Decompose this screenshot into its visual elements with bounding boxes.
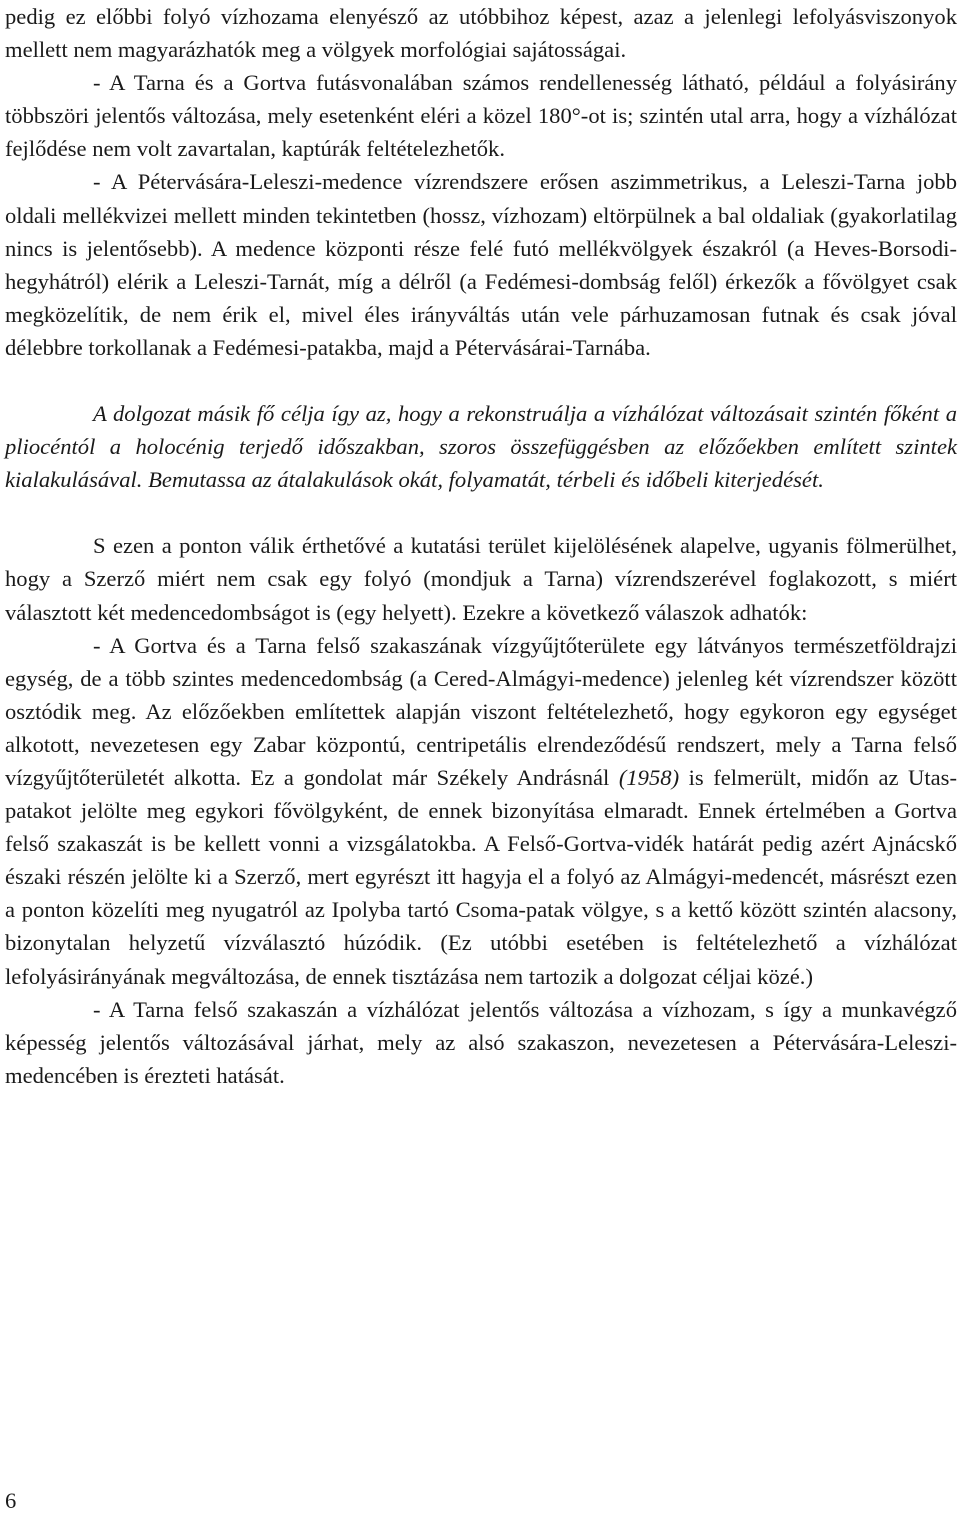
paragraph-5: S ezen a ponton válik érthetővé a kutatási terület kijelölésének alapelve, ugyanis fölmerülhet, hogy a Szerző miért nem csak egy folyó (mondjuk a Tarna) vízrendszerével foglakozott, s miért választott két medencedombságot is (egy helyett). Ezekre a következő válaszok adhatók: — [5, 533, 957, 625]
paragraph-6-text-after: is felmerült, midőn az Utas-patakot jelölte meg egykori fővölgyként, de ennek bizonyítása elmaradt. Ennek értelmében a Gortva felső szakaszát is be kellett vonni a vizsgálatokba. A Felső-Gortva-vidék határát pedig azért Ajnácskő északi részén jelölte ki a Szerző, mert egyrészt itt hagyja el a folyó az Almágyi-medencét, másrészt ezen a ponton közelíti meg nyugatról az Ipolyba tartó Csoma-patak völgye, s a kettő között szintén alacsony, bizonytalan helyzetű vízválasztó húzódik. (Ez utóbbi esetében is feltételezhető a vízhálózat lefolyásirányának megváltozása, de ennek tisztázása nem tartozik a dolgozat céljai közé.) — [5, 764, 957, 989]
document-page — [5, 0, 957, 1092]
paragraph-4-italic: A dolgozat másik fő célja így az, hogy a rekonstruálja a vízhálózat változásait szintén főként a pliocéntól a holocénig terjedő időszakban, szoros összefüggésben az előzőekben említett szintek kialakulásával. Bemutassa az átalakulások okát, folyamatát, térbeli és időbeli kiterjedését. — [5, 401, 957, 493]
paragraph-6-text-before: - A Gortva és a Tarna felső szakaszának vízgyűjtőterülete egy látványos természetföldrajzi egység, de a több szintes medencedombság (a Cered-Almágyi-medence) jelenleg két vízrendszer között osztódik meg. Az előzőekben említettek alapján viszont feltételezhető, hogy egykoron egy egységet alkotott, nevezetesen egy Zabar központú, centripetális elrendeződésű rendszert, mely a Tarna felső vízgyűjtőterületét alkotta. Ez a gondolat már Székely Andrásnál — [5, 632, 957, 790]
paragraph-7: - A Tarna felső szakaszán a vízhálózat jelentős változása a vízhozam, s így a munkavégző képesség jelentős változásával járhat, mely az alsó szakaszon, nevezetesen a Pétervására-Leleszi-medencében is érezteti hatását. — [5, 996, 957, 1088]
citation-year: (1958) — [618, 764, 680, 790]
page-number: 6 — [5, 1488, 17, 1513]
paragraph-3: - A Pétervására-Leleszi-medence vízrendszere erősen aszimmetrikus, a Leleszi-Tarna jobb oldali mellékvizei mellett minden tekintetben (hossz, vízhozam) eltörpülnek a bal oldaliak (gyakorlatilag nincs is jelentősebb). A medence központi része felé futó mellékvölgyek északról (a Heves-Borsodi-hegyhátról) elérik a Leleszi-Tarnát, míg a délről (a Fedémesi-dombság felől) érkezők a fővölgyet csak megközelítik, de nem érik el, mivel éles irányváltás után vele párhuzamosan futnak és csak jóval délebbre torkollanak a Fedémesi-patakba, majd a Pétervásárai-Tarnába. — [5, 169, 957, 360]
paragraph-6 — [5, 629, 957, 993]
paragraph-2: - A Tarna és a Gortva futásvonalában számos rendellenesség látható, például a folyásirány többszöri jelentős változása, mely esetenként eléri a közel 180°-ot is; szintén utal arra, hogy a vízhálózat fejlődése nem volt zavartalan, kaptúrák feltételezhetők. — [5, 70, 957, 162]
paragraph-1: pedig ez előbbi folyó vízhozama elenyésző az utóbbihoz képest, azaz a jelenlegi lefolyásviszonyok mellett nem magyarázhatók meg a völgyek morfológiai sajátosságai. — [5, 4, 957, 63]
